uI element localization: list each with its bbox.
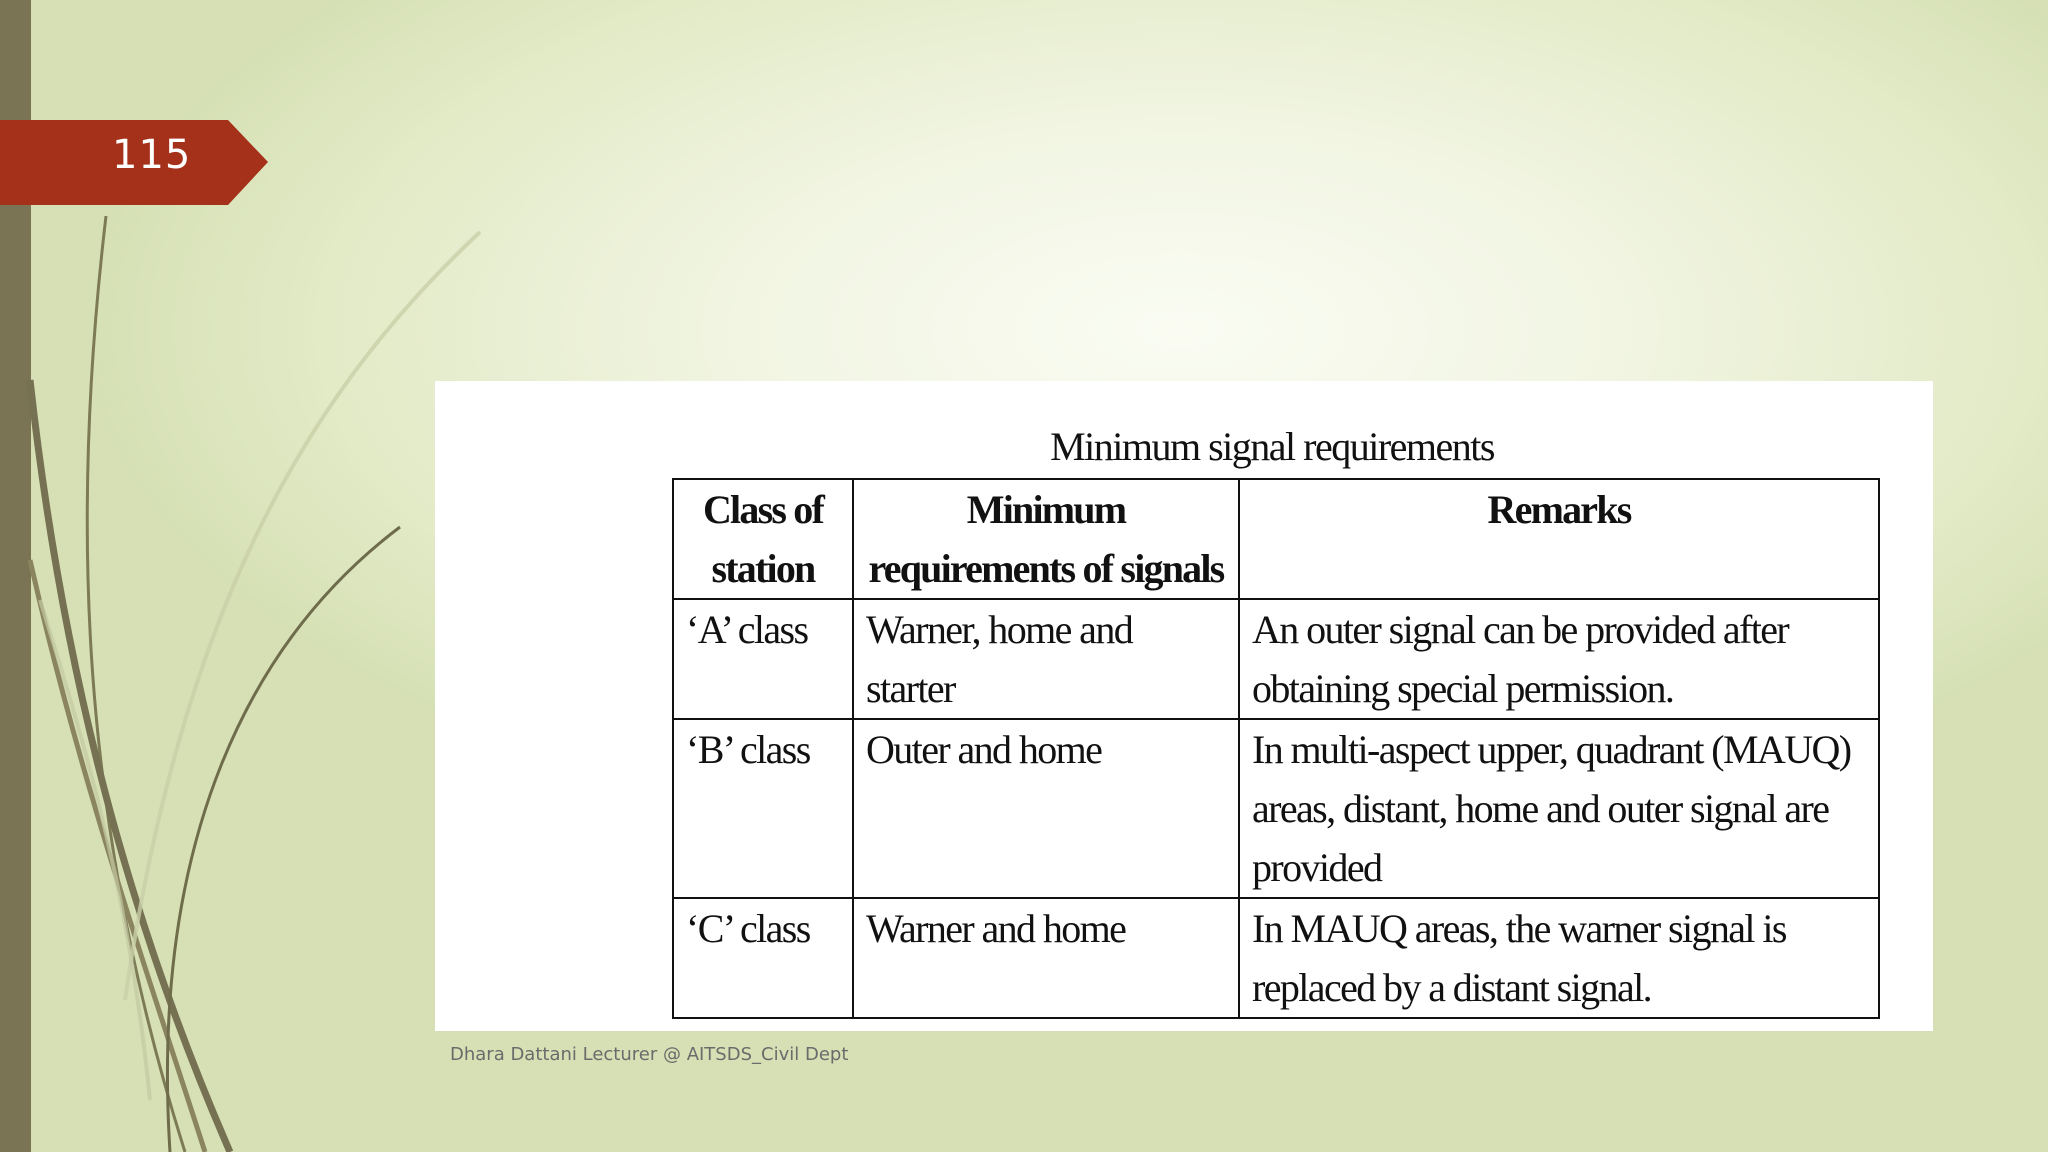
cell-remarks: In MAUQ areas, the warner signal is replaced by a distant signal. bbox=[1239, 898, 1879, 1018]
cell-requirements: Warner and home bbox=[853, 898, 1239, 1018]
cell-class: ‘A’ class bbox=[673, 599, 853, 719]
header-remarks: Remarks bbox=[1239, 479, 1879, 599]
table-row bbox=[673, 719, 1879, 898]
cell-class: ‘C’ class bbox=[673, 898, 853, 1018]
table-image-panel bbox=[435, 381, 1933, 1031]
signal-requirements-table bbox=[672, 478, 1880, 1019]
table-row bbox=[673, 898, 1879, 1018]
slide-number-badge bbox=[0, 120, 268, 205]
cell-class: ‘B’ class bbox=[673, 719, 853, 898]
cell-remarks: An outer signal can be provided after obtaining special permission. bbox=[1239, 599, 1879, 719]
slide-number: 115 bbox=[112, 132, 192, 178]
table-caption: Minimum signal requirements bbox=[1050, 424, 1494, 469]
swoosh-line bbox=[125, 232, 480, 1000]
cell-requirements: Warner, home and starter bbox=[853, 599, 1239, 719]
swoosh-line bbox=[30, 380, 230, 1152]
slide-footer: Dhara Dattani Lecturer @ AITSDS_Civil Dept bbox=[450, 1044, 849, 1065]
cell-remarks: In multi-aspect upper, quadrant (MAUQ) areas, distant, home and outer signal are provided bbox=[1239, 719, 1879, 898]
swoosh-line bbox=[167, 527, 400, 1152]
cell-requirements: Outer and home bbox=[853, 719, 1239, 898]
header-class-of-station: Class of station bbox=[673, 479, 853, 599]
table-header-row bbox=[673, 479, 1879, 599]
header-minimum-requirements: Minimum requirements of signals bbox=[853, 479, 1239, 599]
table-row bbox=[673, 599, 1879, 719]
